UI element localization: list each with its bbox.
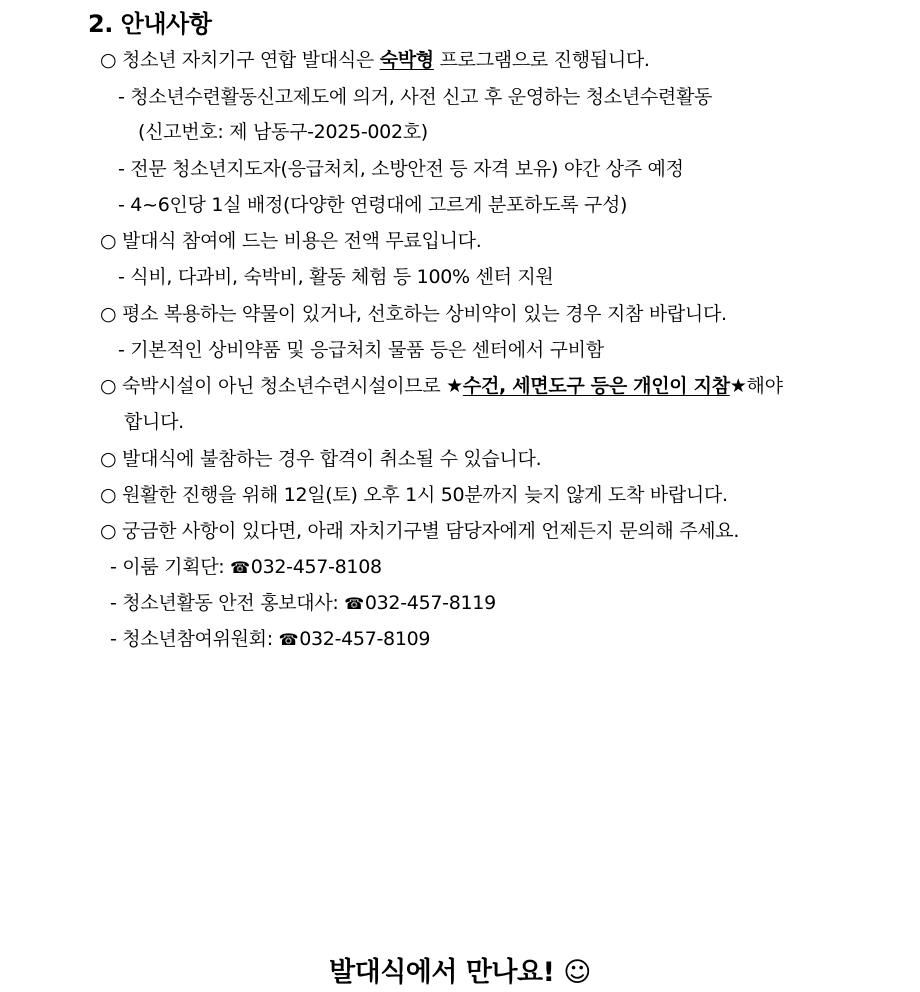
telephone-icon: ☎ [344, 594, 364, 613]
sub-item-first-aid: - 기본적인 상비약품 및 응급처치 물품 등은 센터에서 구비함 [118, 339, 604, 361]
star-icon: ★ [446, 375, 463, 397]
contact-item [110, 591, 496, 616]
notice-text: 프로그램으로 진행됩니다. [433, 49, 650, 71]
contact-item [110, 555, 382, 580]
notice-text: ○ 숙박시설이 아닌 청소년수련시설이므로 [100, 375, 447, 397]
sub-item-registration: - 청소년수련활동신고제도에 의거, 사전 신고 후 운영하는 청소년수련활동 [118, 86, 713, 108]
notice-item-free-cost: ○ 발대식 참여에 드는 비용은 전액 무료입니다. [100, 230, 482, 252]
notice-item-contact: ○ 궁금한 사항이 있다면, 아래 자치기구별 담당자에게 언제든지 문의해 주세요. [100, 520, 740, 542]
notice-item-arrival-time: ○ 원활한 진행을 위해 12일(토) 오후 1시 50분까지 늦지 않게 도착 바랍니다. [100, 484, 728, 506]
contact-phone: 032-457-8109 [299, 628, 431, 650]
closing-message: 발대식에서 만나요! ☺ [329, 957, 591, 988]
sub-item-registration-number: (신고번호: 제 남동구-2025-002호) [138, 121, 428, 143]
notice-text: ○ 청소년 자치기구 연합 발대식은 [100, 49, 380, 71]
sub-item-room-assignment: - 4~6인당 1실 배정(다양한 연령대에 고르게 분포하도록 구성) [118, 194, 628, 216]
contact-label: - 이룸 기획단: [110, 556, 231, 578]
telephone-icon: ☎ [230, 558, 250, 577]
contact-item [110, 627, 430, 652]
emphasis-text: 수건, 세면도구 등은 개인이 지참 [462, 375, 730, 397]
contact-label: - 청소년참여위원회: [110, 628, 279, 650]
contact-phone: 032-457-8108 [250, 556, 382, 578]
sub-item-cost-coverage: - 식비, 다과비, 숙박비, 활동 체험 등 100% 센터 지원 [118, 266, 554, 288]
section-title: 2. 안내사항 [88, 10, 212, 38]
notice-item-absence: ○ 발대식에 불참하는 경우 합격이 취소될 수 있습니다. [100, 448, 542, 470]
notice-item-personal-items [100, 374, 783, 398]
contact-phone: 032-457-8119 [364, 592, 496, 614]
emphasis-text: 숙박형 [379, 49, 434, 71]
star-icon: ★ [729, 375, 747, 397]
notice-text: 해야 [746, 375, 783, 397]
contact-label: - 청소년활동 안전 홍보대사: [110, 592, 345, 614]
sub-item-instructor: - 전문 청소년지도자(응급처치, 소방안전 등 자격 보유) 야간 상주 예정 [118, 158, 684, 180]
notice-item-medication: ○ 평소 복용하는 약물이 있거나, 선호하는 상비약이 있는 경우 지참 바랍니다. [100, 303, 727, 325]
notice-item-personal-items-cont: 합니다. [124, 411, 184, 433]
notice-item-program-type [100, 48, 650, 72]
telephone-icon: ☎ [278, 630, 299, 649]
